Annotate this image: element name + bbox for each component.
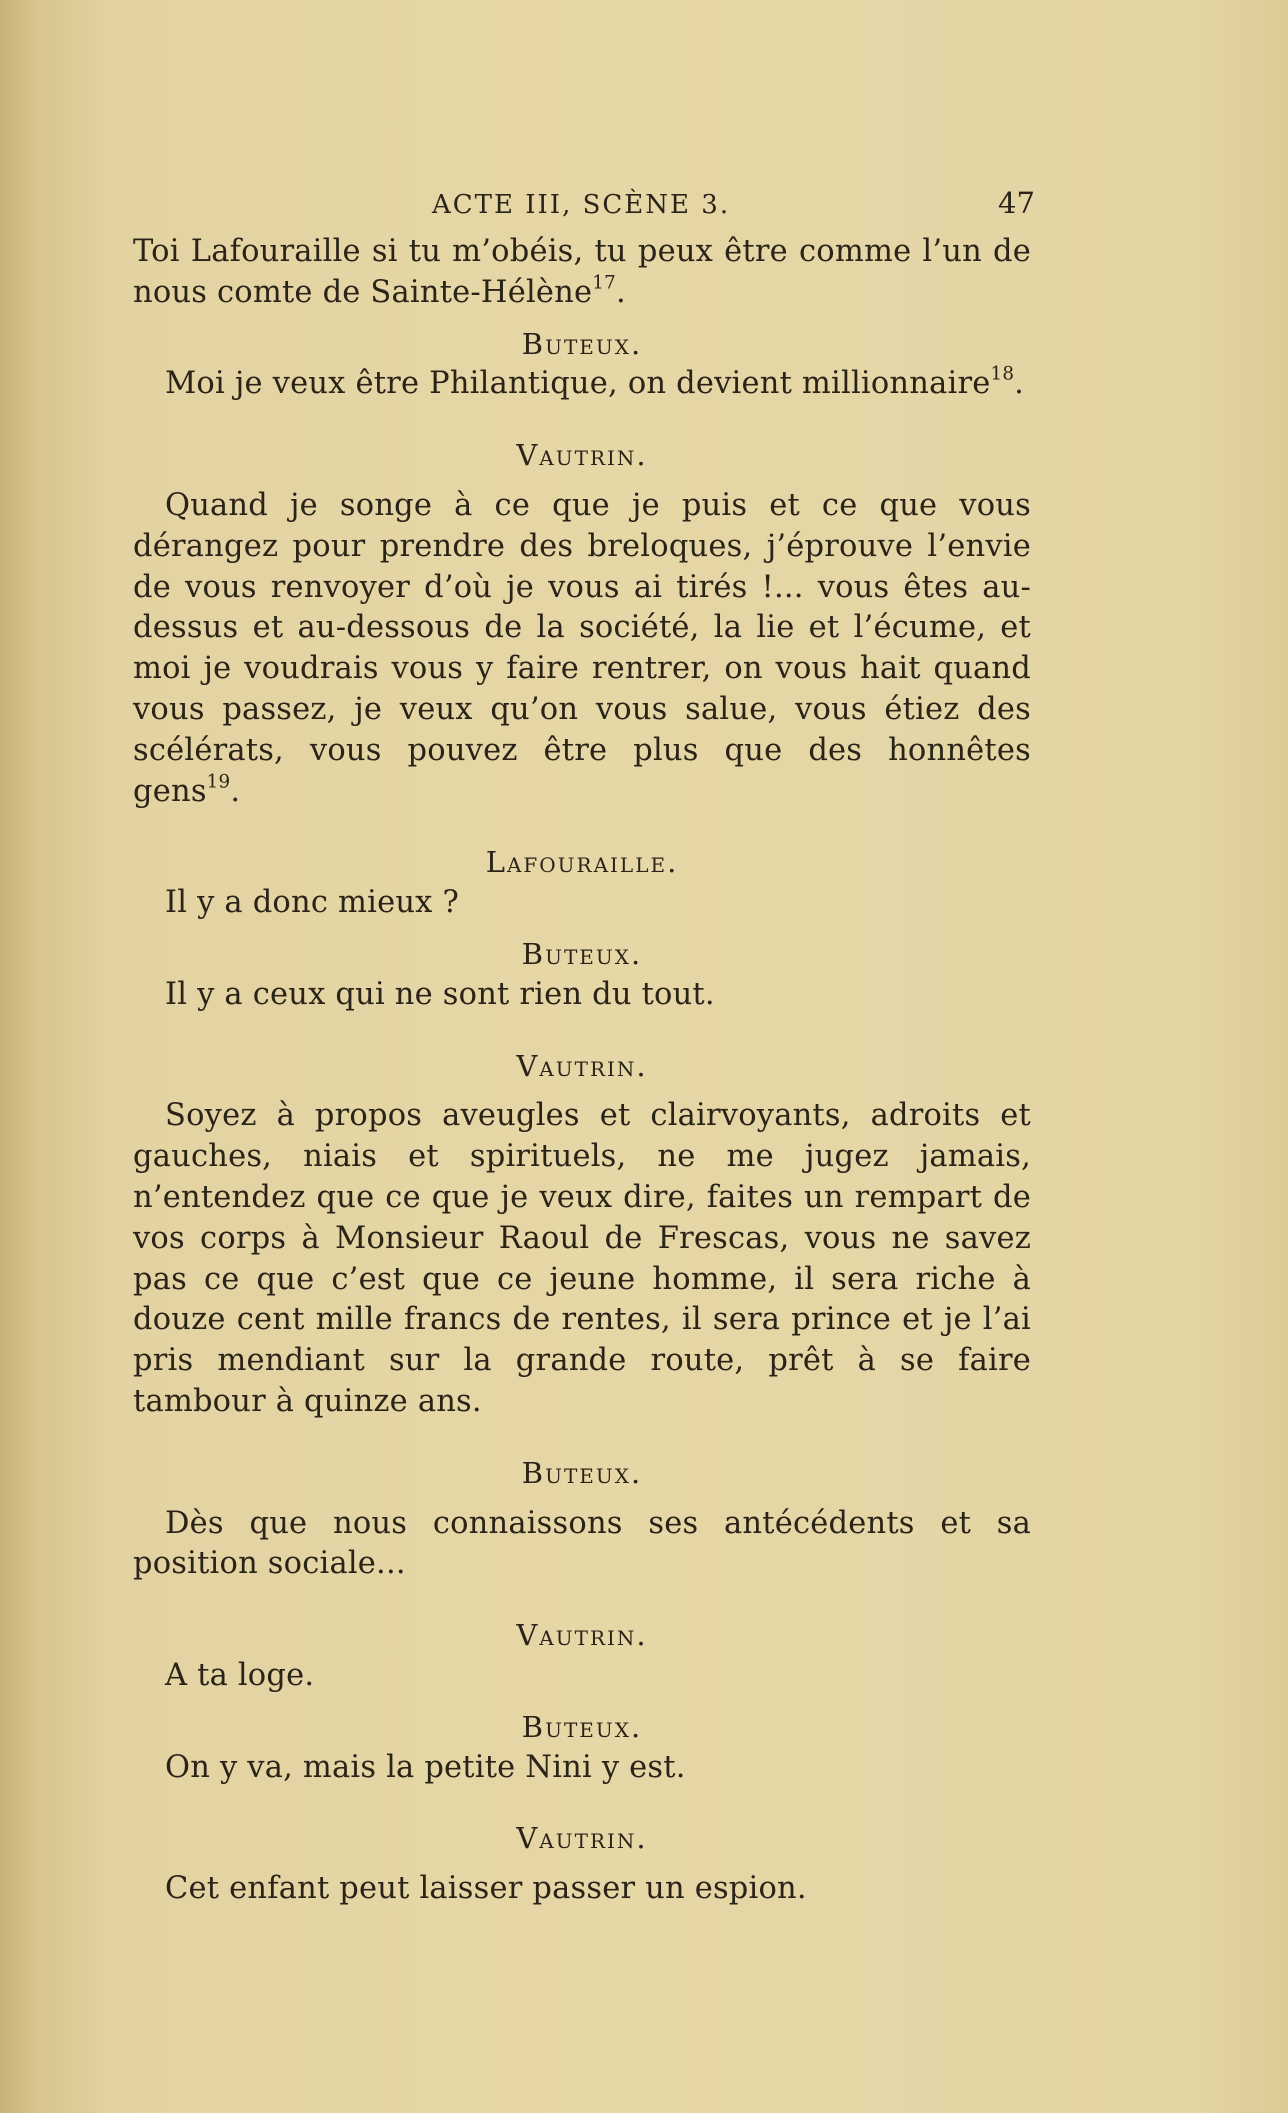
page-number: 47 [998,186,1035,220]
speech: A ta loge. [165,1657,315,1693]
play-text [133,232,1031,1910]
speech: On y va, mais la petite Nini y est. [165,1749,686,1785]
speech: Il y a ceux qui ne sont rien du tout. [165,976,715,1012]
speaker-label: Lafouraille. [485,845,679,880]
speech: Soyez à propos aveugles et clairvoyants, adroits et gauches, niais et spirituels, ne me jugez jamais, n’entendez que ce que je veux dire, faites un rempart de vos corps à Monsieur Raoul de Frescas, vous ne savez pas ce que c’est que ce jeune homme, il sera riche à douze cent mille francs de rentes, il sera prince et je l’ai pris mendiant sur la grande route, prêt à se faire tambour à quinze ans. [133,1098,1031,1419]
speech: Cet enfant peut laisser passer un espion. [165,1871,807,1907]
speaker-label: Vautrin. [516,1821,648,1856]
footnote-ref: 19 [206,770,231,792]
speech: Dès que nous connaissons ses antécédents et sa position sociale... [133,1505,1031,1582]
running-head: ACTE III, SCÈNE 3. [432,190,731,220]
speaker-label: Buteux. [521,1709,643,1744]
speaker-label: Buteux. [521,936,643,971]
footnote-ref: 17 [592,272,616,294]
speaker-label: Vautrin. [516,1618,648,1653]
speaker-label: Vautrin. [516,1048,648,1083]
speaker-label: Buteux. [521,1455,643,1490]
speech: Il y a donc mieux ? [165,885,460,921]
page-header [0,186,1288,226]
speech: Quand je songe à ce que je puis et ce que vous dérangez pour prendre des breloques, j’éprouve l’envie de vous renvoyer d’où je vous ai tirés !... vous êtes au-dessus et au-dessous de la société, la lie et l’écume, et moi je voudrais vous y faire rentrer, on vous hait quand vous passez, je veux qu’on vous salue, vous étiez des scélérats, vous pouvez être plus que des honnêtes gens$^{19}$. [133,487,1031,809]
footnote-ref: 18 [990,363,1015,385]
speaker-label: Buteux. [521,326,643,361]
speech-lafouraille-offer: Toi Lafouraille si tu m’obéis, tu peux être comme l’un de nous comte de Sainte-Hélène$^{17}$. [133,234,1031,310]
speech: Moi je veux être Philantique, on devient millionnaire$^{18}$. [165,363,1025,402]
speaker-label: Vautrin. [516,438,648,473]
